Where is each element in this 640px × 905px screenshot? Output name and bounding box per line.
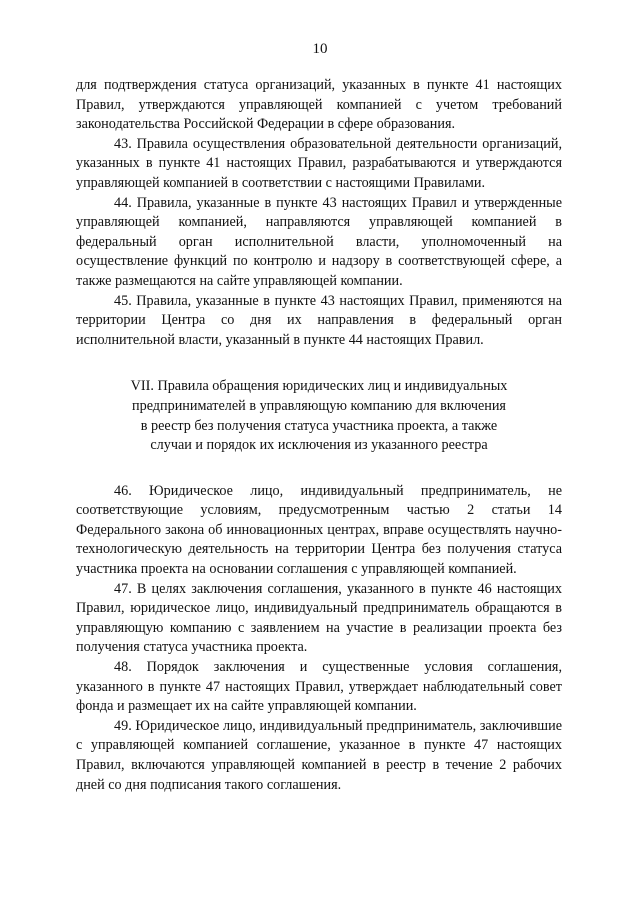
paragraph-47: 47. В целях заключения соглашения, указанного в пункте 46 настоящих Правил, юридическое лицо, индивидуальный предприниматель обращаются в управляющую компанию с заявлением на участие в реализации проекта без получения статуса участника проекта.	[76, 580, 562, 656]
section-heading-line: предпринимателей в управляющую компанию для включения	[132, 397, 506, 414]
paragraph-46: 46. Юридическое лицо, индивидуальный предприниматель, не соответствующие условиям, предусмотренным частью 2 статьи 14 Федерального закона об инновационных центрах, вправе осуществлять научно-технологическую деятельность на территории Центра без получения статуса участника проекта на основании соглашения с управляющей компанией.	[76, 482, 562, 578]
section-heading-line: VII. Правила обращения юридических лиц и индивидуальных	[130, 378, 508, 395]
section-heading-line: случаи и порядок их исключения из указанного реестра	[150, 437, 488, 454]
paragraph-43: 43. Правила осуществления образовательной деятельности организаций, указанных в пункте 41 настоящих Правил, разрабатываются и утверждаются управляющей компанией в соответствии с настоящими Правилами.	[76, 135, 562, 191]
paragraph-49: 49. Юридическое лицо, индивидуальный предприниматель, заключившие с управляющей компанией соглашение, указанное в пункте 47 настоящих Правил, включаются управляющей компанией в реестр в течение 2 рабочих дней со дня подписания такого соглашения.	[76, 717, 562, 793]
paragraph-44: 44. Правила, указанные в пункте 43 настоящих Правил и утвержденные управляющей компанией, направляются управляющей компанией в федеральный орган исполнительной власти, уполномоченный на осуществление функций по контролю и надзору в соответствующей сфере, а также размещаются на сайте управляющей компании.	[76, 194, 562, 289]
page-number: 10	[312, 41, 328, 57]
section-heading-line: в реестр без получения статуса участника проекта, а также	[140, 417, 498, 434]
section-heading-vii	[76, 377, 562, 455]
paragraph-45: 45. Правила, указанные в пункте 43 настоящих Правил, применяются на территории Центра со дня их направления в федеральный орган исполнительной власти, указанный в пункте 44 настоящих Правил.	[76, 292, 562, 348]
paragraph-48: 48. Порядок заключения и существенные условия соглашения, указанного в пункте 47 настоящих Правил, утверждает наблюдательный совет фонда и размещает их на сайте управляющей компании.	[76, 659, 562, 715]
paragraph-continuation: для подтверждения статуса организаций, указанных в пункте 41 настоящих Правил, утверждаются управляющей компанией с учетом требований законодательства Российской Федерации в сфере образования.	[76, 77, 562, 133]
document-body	[76, 76, 562, 795]
